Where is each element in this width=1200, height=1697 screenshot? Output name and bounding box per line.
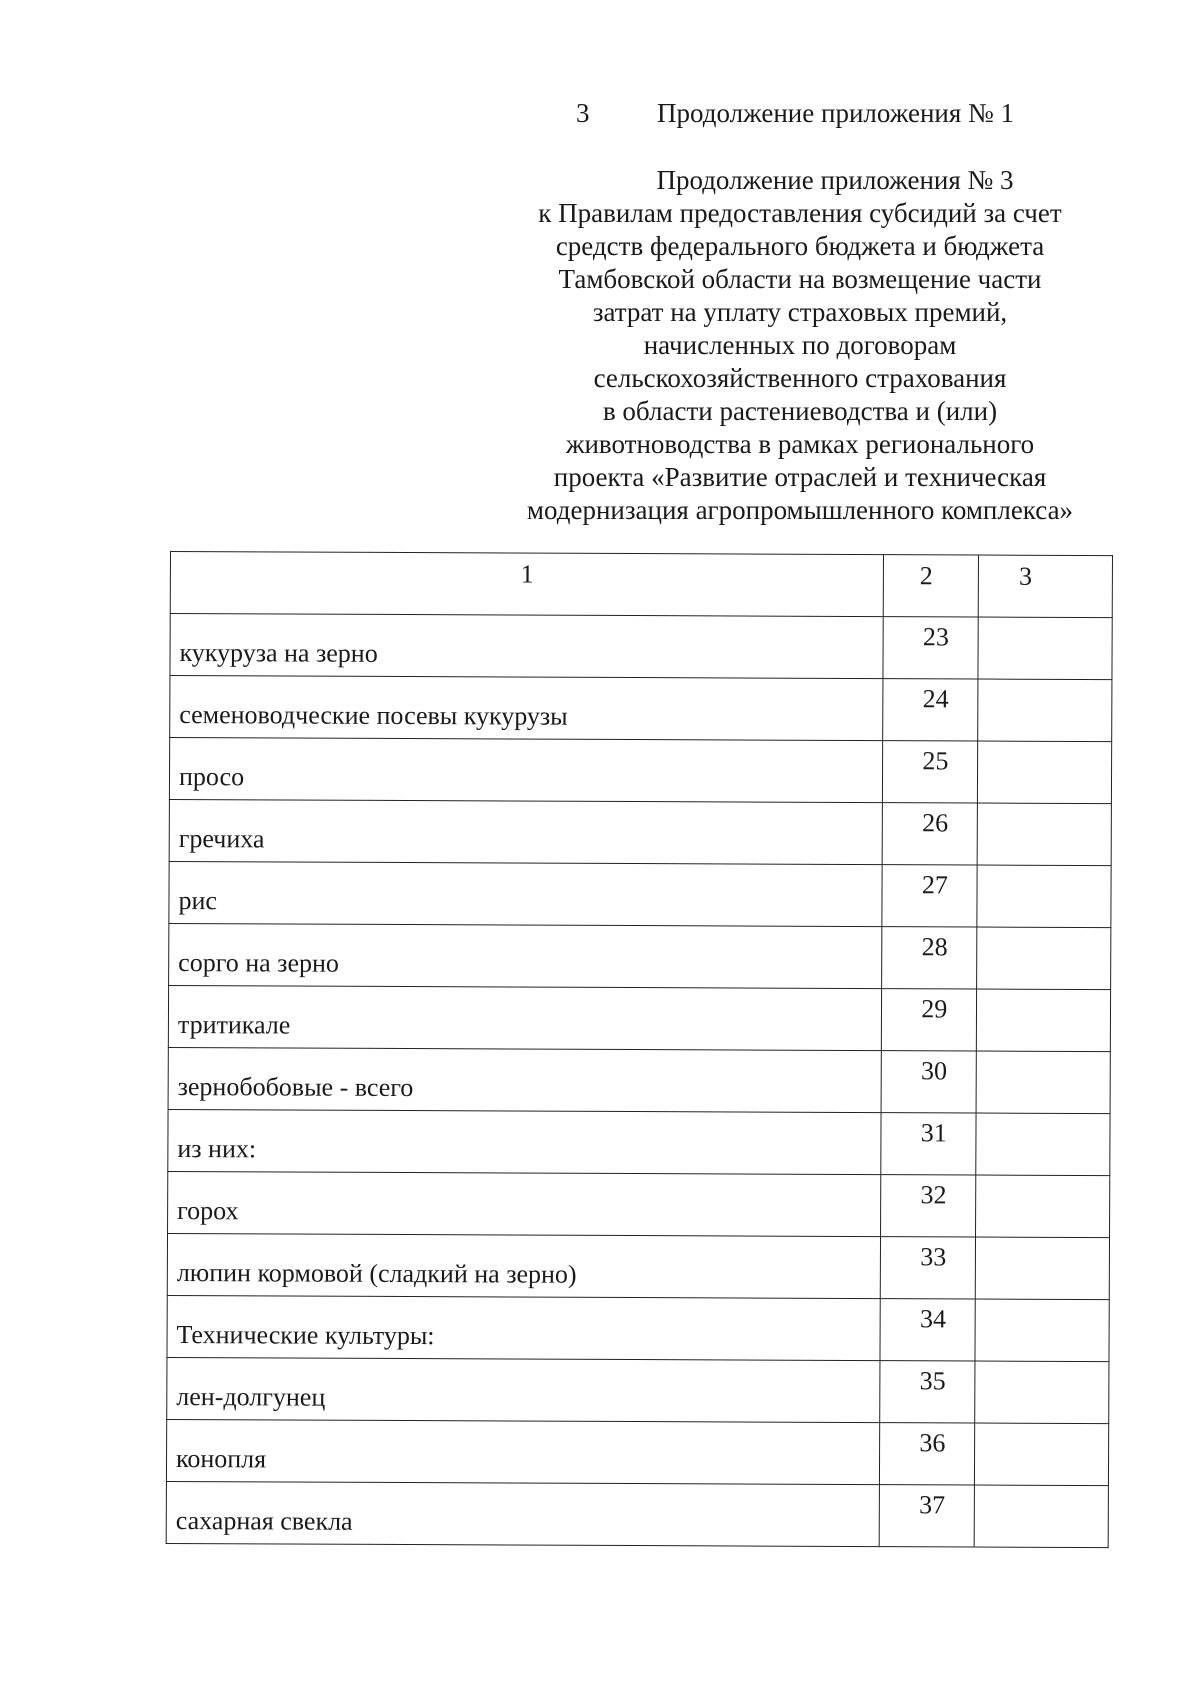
crop-name-cell bbox=[169, 738, 883, 803]
table-row bbox=[168, 1109, 1110, 1175]
row-code: 28 bbox=[921, 932, 948, 962]
crop-name-cell bbox=[167, 1233, 881, 1298]
row-value-cell bbox=[974, 1485, 1108, 1548]
row-code: 30 bbox=[921, 1056, 948, 1086]
crop-name: горох bbox=[177, 1196, 239, 1226]
appendix-title: Продолжение приложения № 3 bbox=[656, 165, 1014, 195]
row-code: 37 bbox=[919, 1490, 946, 1520]
table-row bbox=[166, 1419, 1108, 1485]
continuation-title: Продолжение приложения № 1 bbox=[657, 98, 1015, 128]
column-header-code bbox=[884, 555, 979, 617]
row-value-cell bbox=[975, 1299, 1109, 1362]
column-header-label: 1 bbox=[520, 559, 534, 589]
crop-name: рис bbox=[178, 886, 218, 916]
table-header-row bbox=[170, 552, 1112, 618]
row-code-cell bbox=[880, 1423, 975, 1485]
row-code: 36 bbox=[919, 1428, 946, 1458]
appendix-header-line: Тамбовской области на возмещение части bbox=[558, 264, 1042, 294]
table-row bbox=[167, 1295, 1109, 1361]
row-value-cell bbox=[976, 1175, 1110, 1238]
page-number: 3 bbox=[576, 98, 590, 128]
column-header-value bbox=[978, 555, 1112, 618]
crop-name-cell bbox=[169, 861, 883, 926]
row-code: 35 bbox=[919, 1366, 946, 1396]
table-row bbox=[166, 1481, 1108, 1547]
row-code-cell bbox=[881, 1175, 976, 1237]
row-code: 31 bbox=[920, 1118, 947, 1148]
row-code-cell bbox=[881, 1113, 976, 1175]
crop-name-cell bbox=[166, 1419, 880, 1484]
crop-name-cell bbox=[168, 1047, 882, 1112]
column-header-name bbox=[170, 552, 884, 617]
crop-name: семеноводческие посевы кукурузы bbox=[179, 700, 568, 731]
appendix-header bbox=[500, 164, 1100, 527]
row-value-cell bbox=[977, 865, 1111, 928]
appendix-header-line: модернизация агропромышленного комплекса» bbox=[526, 495, 1074, 525]
crop-name: Технические культуры: bbox=[176, 1320, 435, 1351]
table-body bbox=[166, 614, 1112, 1548]
table-row bbox=[169, 738, 1111, 804]
table-row bbox=[169, 861, 1111, 927]
row-value-cell bbox=[977, 989, 1111, 1052]
row-value-cell bbox=[978, 617, 1112, 680]
row-value-cell bbox=[976, 1051, 1110, 1114]
column-header-label: 3 bbox=[1018, 561, 1033, 591]
row-code-cell bbox=[881, 1051, 976, 1113]
appendix-header-line: в области растениеводства и (или) bbox=[602, 396, 998, 426]
crop-name: люпин кормовой (сладкий на зерно) bbox=[176, 1258, 577, 1289]
row-code-cell bbox=[883, 679, 978, 741]
crop-name-cell bbox=[167, 1357, 881, 1422]
appendix-header-line: затрат на уплату страховых премий, bbox=[592, 297, 1008, 327]
crop-name: просо bbox=[178, 762, 245, 792]
row-value-cell bbox=[977, 927, 1111, 990]
crop-name: сорго на зерно bbox=[178, 948, 340, 978]
row-code-cell bbox=[881, 1237, 976, 1299]
row-code: 32 bbox=[920, 1180, 947, 1210]
row-value-cell bbox=[977, 803, 1111, 866]
crop-name: из них: bbox=[177, 1134, 257, 1164]
table-row bbox=[168, 1171, 1110, 1237]
row-code: 33 bbox=[920, 1242, 947, 1272]
row-value-cell bbox=[975, 1361, 1109, 1424]
crop-name: кукуруза на зерно bbox=[179, 638, 378, 668]
appendix-header-line: животноводства в рамках регионального bbox=[565, 429, 1035, 459]
appendix-header-line: к Правилам предоставления субсидий за счет bbox=[538, 198, 1062, 228]
crops-table bbox=[166, 551, 1113, 1548]
crop-name-cell bbox=[167, 1295, 881, 1360]
appendix-header-line: средств федерального бюджета и бюджета bbox=[555, 231, 1045, 261]
row-code: 23 bbox=[922, 622, 950, 652]
appendix-header-line: сельскохозяйственного страхования bbox=[593, 363, 1007, 393]
column-header-label: 2 bbox=[919, 561, 933, 591]
row-code-cell bbox=[882, 865, 977, 927]
row-value-cell bbox=[975, 1423, 1109, 1486]
row-value-cell bbox=[976, 1113, 1110, 1176]
row-code: 27 bbox=[921, 870, 948, 900]
table-row bbox=[169, 923, 1111, 989]
appendix-header-line: начисленных по договорам bbox=[643, 330, 957, 360]
row-code-cell bbox=[880, 1485, 975, 1547]
crop-name-cell bbox=[170, 614, 884, 679]
crop-name: гречиха bbox=[178, 824, 265, 854]
row-code: 24 bbox=[922, 684, 949, 714]
table-row bbox=[168, 1047, 1110, 1113]
row-code-cell bbox=[883, 617, 978, 679]
crop-name-cell bbox=[168, 985, 882, 1050]
crop-name: лен-долгунец bbox=[176, 1382, 326, 1412]
row-code: 25 bbox=[922, 746, 949, 776]
row-code-cell bbox=[882, 989, 977, 1051]
row-value-cell bbox=[978, 679, 1112, 742]
table-row bbox=[167, 1357, 1109, 1423]
crop-name: конопля bbox=[175, 1444, 267, 1474]
table-row bbox=[168, 985, 1110, 1051]
crop-name-cell bbox=[168, 1109, 882, 1174]
row-code-cell bbox=[883, 803, 978, 865]
crop-name: сахарная свекла bbox=[175, 1506, 353, 1536]
table-row bbox=[169, 799, 1111, 865]
crop-name-cell bbox=[166, 1481, 880, 1546]
row-code: 34 bbox=[919, 1304, 947, 1334]
row-code-cell bbox=[880, 1361, 975, 1423]
row-code: 29 bbox=[921, 994, 948, 1024]
crop-name-cell bbox=[168, 1171, 882, 1236]
row-value-cell bbox=[975, 1237, 1109, 1300]
table-row bbox=[167, 1233, 1109, 1299]
crop-name-cell bbox=[169, 923, 883, 988]
crop-name-cell bbox=[170, 676, 884, 741]
row-value-cell bbox=[978, 741, 1112, 804]
row-code: 26 bbox=[922, 808, 949, 838]
crop-name-cell bbox=[169, 799, 883, 864]
appendix-header-line: проекта «Развитие отраслей и техническая bbox=[553, 462, 1047, 492]
row-code-cell bbox=[882, 927, 977, 989]
row-code-cell bbox=[880, 1299, 975, 1361]
table-row bbox=[170, 614, 1112, 680]
crop-name: зернобобовые - всего bbox=[177, 1072, 414, 1103]
row-code-cell bbox=[883, 741, 978, 803]
crop-name: тритикале bbox=[177, 1010, 291, 1040]
table-row bbox=[170, 676, 1112, 742]
